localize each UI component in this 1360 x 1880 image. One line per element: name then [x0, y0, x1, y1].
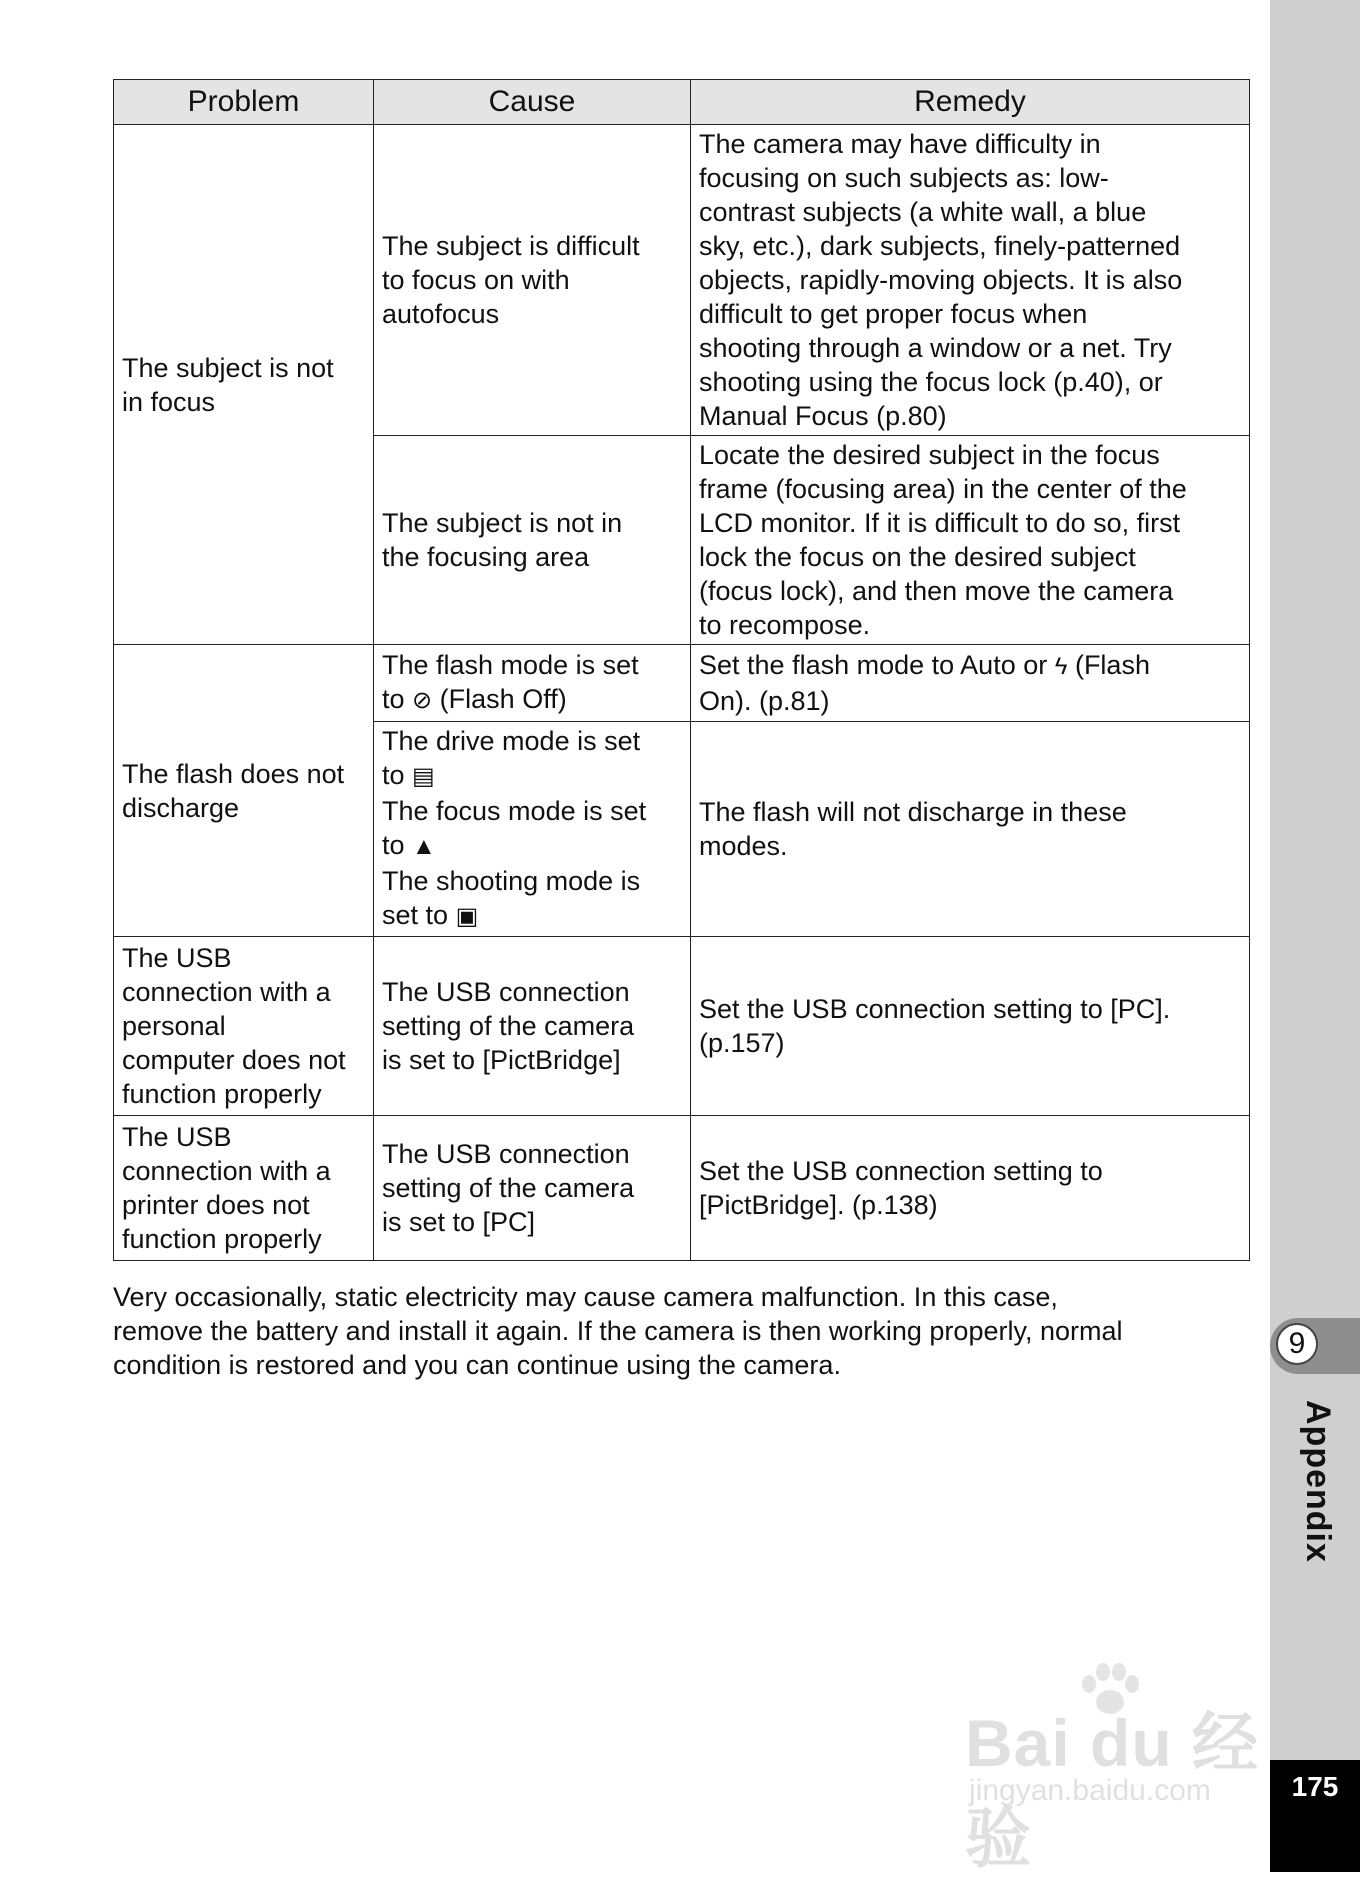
table-row [114, 645, 1250, 722]
header-remedy: Remedy [691, 80, 1250, 125]
header-cause: Cause [374, 80, 691, 125]
flash-off-icon: ⊘ [412, 687, 433, 714]
chapter-number: 9 [1276, 1323, 1318, 1365]
remedy-cell: The flash will not discharge in these modes. [691, 722, 1250, 937]
movie-mode-icon: ▣ [455, 903, 479, 930]
problem-cell: The subject is not in focus [114, 125, 374, 645]
problem-cell: The USB connection with a personal computer does not function properly [114, 937, 374, 1116]
cause-cell: The drive mode is set to ▤ The focus mode is set to ▲ The shooting mode is set to ▣ [374, 722, 691, 937]
static-electricity-note: Very occasionally, static electricity may cause camera malfunction. In this case, remove the battery and install it again. If the camera is then working properly, normal condition is restored and you can continue using the camera. [113, 1282, 1123, 1380]
cause-cell: The USB connection setting of the camera is set to [PictBridge] [374, 937, 691, 1116]
problem-cell: The flash does not discharge [114, 645, 374, 937]
cause-cell: The USB connection setting of the camera is set to [PC] [374, 1116, 691, 1261]
watermark-brand: Bai du 经验 [965, 1706, 1260, 1875]
cause-cell: The subject is difficult to focus on with autofocus [374, 125, 691, 436]
infinity-landscape-icon: ▲ [412, 833, 436, 860]
table-row [114, 937, 1250, 1116]
page-number: 175 [1291, 1771, 1339, 1802]
watermark [965, 1660, 1275, 1875]
table-header-row [114, 80, 1250, 125]
table-row [114, 125, 1250, 436]
flash-on-icon: ϟ [1054, 653, 1068, 680]
cause-cell: The subject is not in the focusing area [374, 436, 691, 645]
problem-cell: The USB connection with a printer does not function properly [114, 1116, 374, 1261]
remedy-cell: Set the USB connection setting to [PC]. (p.157) [691, 937, 1250, 1116]
header-problem: Problem [114, 80, 374, 125]
chapter-title: Appendix [1299, 1400, 1337, 1563]
remedy-cell: Set the USB connection setting to [PictBridge]. (p.138) [691, 1116, 1250, 1261]
continuous-drive-icon: ▤ [412, 763, 435, 790]
troubleshooting-table [113, 79, 1250, 1261]
cause-cell: The flash mode is set to ⊘ (Flash Off) [374, 645, 691, 722]
side-margin-band [1270, 0, 1360, 1872]
paw-logo-icon [1075, 1660, 1145, 1720]
remedy-cell: Set the flash mode to Auto or ϟ (Flash On). (p.81) [691, 645, 1250, 722]
remedy-cell: Locate the desired subject in the focus frame (focusing area) in the center of the LCD monitor. If it is difficult to do so, first lock the focus on the desired subject (focus lock), and then move the camera to recompose. [691, 436, 1250, 645]
remedy-cell: The camera may have difficulty in focusing on such subjects as: low- contrast subjects (a white wall, a blue sky, etc.), dark subjects, finely-patterned objects, rapidly-moving objects. It is also difficult to get proper focus when shooting through a window or a net. Try shooting using the focus lock (p.40), or Manual Focus (p.80) [691, 125, 1250, 436]
table-row [114, 1116, 1250, 1261]
watermark-url: jingyan.baidu.com [969, 1774, 1211, 1807]
